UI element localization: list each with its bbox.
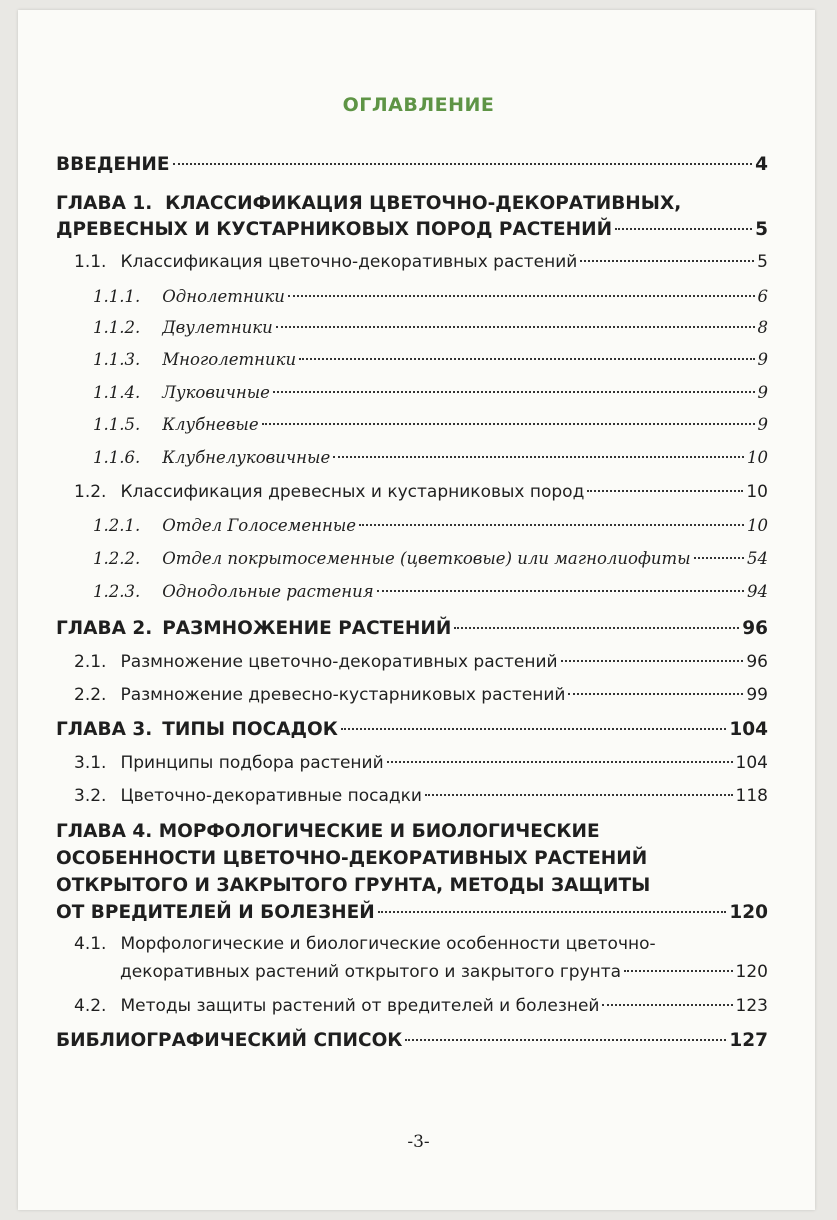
section-number: 1.1.4. — [93, 383, 141, 402]
toc-entry-1-2 — [0, 482, 768, 502]
toc-entry-label: ВВЕДЕНИЕ — [56, 154, 170, 175]
section-number: 4.1. — [74, 934, 107, 954]
toc-entry-label: КЛАССИФИКАЦИЯ ЦВЕТОЧНО-ДЕКОРАТИВНЫХ, — [165, 193, 682, 214]
toc-entry-chapter-1 — [56, 193, 681, 214]
chapter-number: ГЛАВА 4. — [56, 821, 153, 842]
toc-entry-1-2-3 — [0, 582, 768, 601]
toc-entry-label: МОРФОЛОГИЧЕСКИЕ И БИОЛОГИЧЕСКИЕ — [158, 821, 600, 842]
dot-leader — [615, 228, 752, 230]
toc-entry-label: Методы защиты растений от вредителей и болезней — [120, 996, 600, 1016]
toc-entry-chapter-3 — [0, 719, 768, 740]
page-title: ОГЛАВЛЕНИЕ — [342, 94, 495, 116]
toc-entry-label: Морфологические и биологические особенности цветочно- — [120, 934, 656, 954]
toc-page-number: 5 — [755, 219, 768, 240]
toc-page-number: 6 — [757, 287, 768, 306]
dot-leader — [405, 1039, 726, 1041]
toc-page-number: 10 — [747, 448, 768, 467]
toc-page-number: 99 — [746, 685, 768, 705]
toc-entry-label-cont: декоративных растений открытого и закрытого грунта — [120, 962, 622, 982]
toc-entry-introduction — [0, 154, 768, 175]
toc-entry-label: Отдел покрытосеменные (цветковые) или магнолиофиты — [162, 549, 691, 568]
toc-entry-4-1-cont — [0, 962, 768, 982]
section-number: 1.1. — [74, 252, 107, 272]
dot-leader — [624, 970, 732, 972]
toc-entry-bibliography — [0, 1030, 768, 1051]
toc-entry-chapter-4 — [56, 821, 600, 842]
dot-leader — [454, 627, 739, 629]
toc-page-number: 94 — [747, 582, 768, 601]
toc-entry-label: Принципы подбора растений — [120, 753, 384, 773]
dot-leader — [359, 524, 744, 526]
dot-leader — [587, 490, 743, 492]
dot-leader — [341, 728, 727, 730]
toc-entry-label: Клубнелуковичные — [162, 448, 331, 467]
toc-entry-label: РАЗМНОЖЕНИЕ РАСТЕНИЙ — [162, 618, 452, 639]
dot-leader — [378, 911, 727, 913]
section-number: 1.1.6. — [93, 448, 141, 467]
toc-entry-label: Клубневые — [162, 415, 259, 434]
toc-entry-label: Классификация древесных и кустарниковых пород — [120, 482, 585, 502]
toc-entry-chapter-2 — [0, 618, 768, 639]
toc-entry-chapter-4-line-2: ОСОБЕННОСТИ ЦВЕТОЧНО-ДЕКОРАТИВНЫХ РАСТЕНИЙ — [56, 848, 648, 869]
toc-entry-label: ТИПЫ ПОСАДОК — [162, 719, 338, 740]
toc-entry-4-2 — [0, 996, 768, 1016]
toc-page-number: 104 — [729, 719, 768, 740]
toc-entry-1-1-1 — [0, 287, 768, 306]
dot-leader — [288, 295, 755, 297]
toc-entry-label: Цветочно-декоративные посадки — [120, 786, 422, 806]
toc-entry-3-2 — [0, 786, 768, 806]
toc-entry-1-1-6 — [0, 448, 768, 467]
toc-entry-label: Луковичные — [162, 383, 270, 402]
dot-leader — [273, 391, 755, 393]
toc-page-number: 127 — [729, 1030, 768, 1051]
page-number: -3- — [407, 1132, 430, 1152]
toc-entry-label: Двулетники — [162, 318, 273, 337]
chapter-number: ГЛАВА 2. — [56, 618, 153, 639]
toc-entry-1-1-2 — [0, 318, 768, 337]
toc-entry-label: Размножение древесно-кустарниковых растений — [120, 685, 566, 705]
toc-entry-label: Отдел Голосеменные — [162, 516, 357, 535]
toc-entry-1-1-4 — [0, 383, 768, 402]
toc-page-number: 118 — [735, 786, 768, 806]
section-number: 3.2. — [74, 786, 107, 806]
toc-entry-1-1 — [0, 252, 768, 272]
toc-entry-label: БИБЛИОГРАФИЧЕСКИЙ СПИСОК — [56, 1030, 403, 1051]
toc-entry-1-2-1 — [0, 516, 768, 535]
dot-leader — [580, 260, 754, 262]
toc-page-number: 4 — [755, 154, 768, 175]
toc-page-number: 9 — [757, 383, 768, 402]
toc-page-number: 9 — [757, 350, 768, 369]
toc-entry-2-1 — [0, 652, 768, 672]
toc-entry-chapter-4-line-4 — [0, 902, 768, 923]
section-number: 1.2. — [74, 482, 107, 502]
toc-page-number: 5 — [757, 252, 768, 272]
toc-page-number: 104 — [735, 753, 768, 773]
dot-leader — [425, 794, 733, 796]
toc-entry-label: Классификация цветочно-декоративных растений — [120, 252, 578, 272]
dot-leader — [262, 423, 755, 425]
toc-entry-label: Многолетники — [162, 350, 297, 369]
section-number: 1.2.2. — [93, 549, 141, 568]
dot-leader — [694, 557, 744, 559]
section-number: 4.2. — [74, 996, 107, 1016]
toc-page-number: 10 — [747, 516, 768, 535]
toc-page-number: 120 — [729, 902, 768, 923]
section-number: 1.1.2. — [93, 318, 141, 337]
toc-page-number: 96 — [742, 618, 768, 639]
toc-entry-chapter-4-line-3: ОТКРЫТОГО И ЗАКРЫТОГО ГРУНТА, МЕТОДЫ ЗАЩИТЫ — [56, 875, 651, 896]
toc-page-number: 10 — [746, 482, 768, 502]
toc-entry-3-1 — [0, 753, 768, 773]
toc-entry-1-1-5 — [0, 415, 768, 434]
toc-entry-1-1-3 — [0, 350, 768, 369]
toc-entry-4-1 — [0, 934, 768, 954]
section-number: 1.2.3. — [93, 582, 141, 601]
dot-leader — [299, 358, 754, 360]
dot-leader — [561, 660, 744, 662]
toc-page-number: 120 — [735, 962, 768, 982]
section-number: 2.2. — [74, 685, 107, 705]
chapter-number: ГЛАВА 1. — [56, 193, 153, 214]
dot-leader — [173, 163, 753, 165]
chapter-number: ГЛАВА 3. — [56, 719, 153, 740]
dot-leader — [568, 693, 743, 695]
section-number: 1.1.1. — [93, 287, 141, 306]
section-number: 3.1. — [74, 753, 107, 773]
toc-page-number: 8 — [757, 318, 768, 337]
toc-entry-label: Размножение цветочно-декоративных растений — [120, 652, 558, 672]
toc-entry-label-cont: ДРЕВЕСНЫХ И КУСТАРНИКОВЫХ ПОРОД РАСТЕНИЙ — [56, 219, 613, 240]
toc-entry-label: Однолетники — [162, 287, 285, 306]
section-number: 1.2.1. — [93, 516, 141, 535]
dot-leader — [387, 761, 733, 763]
dot-leader — [276, 326, 755, 328]
toc-page-number: 123 — [735, 996, 768, 1016]
toc-entry-chapter-1-cont — [0, 219, 768, 240]
toc-entry-label: Однодольные растения — [162, 582, 374, 601]
toc-page-number: 54 — [747, 549, 768, 568]
section-number: 2.1. — [74, 652, 107, 672]
toc-entry-2-2 — [0, 685, 768, 705]
toc-entry-1-2-2 — [0, 549, 768, 568]
dot-leader — [377, 590, 744, 592]
toc-page-number: 96 — [746, 652, 768, 672]
dot-leader — [333, 456, 744, 458]
section-number: 1.1.5. — [93, 415, 141, 434]
toc-entry-label-cont: ОТ ВРЕДИТЕЛЕЙ И БОЛЕЗНЕЙ — [56, 902, 375, 923]
section-number: 1.1.3. — [93, 350, 141, 369]
toc-page-number: 9 — [757, 415, 768, 434]
dot-leader — [602, 1004, 732, 1006]
